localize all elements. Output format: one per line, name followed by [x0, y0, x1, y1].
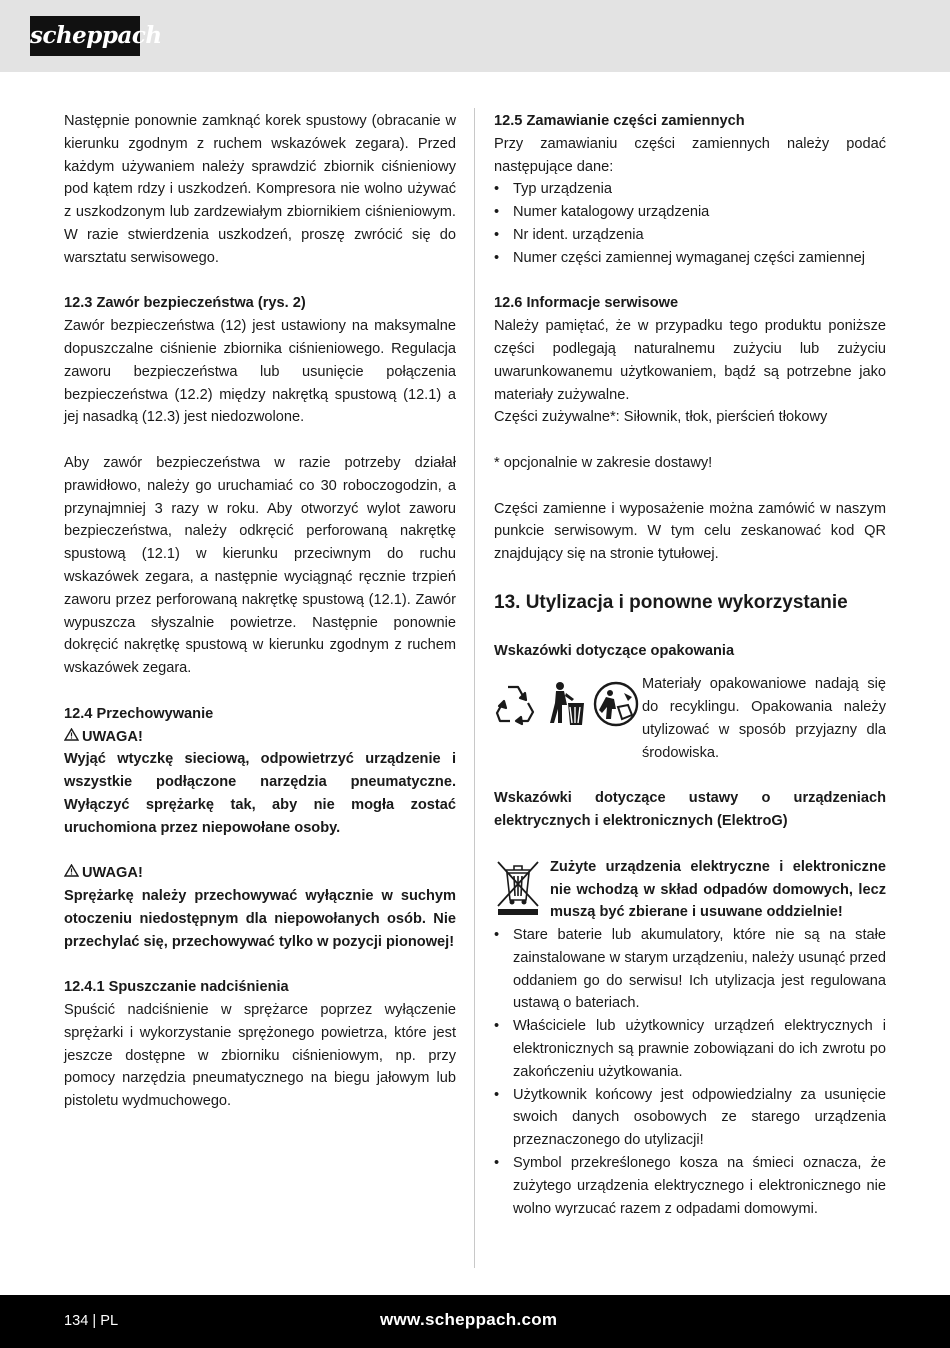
- list-item: • Symbol przekreślonego kosza na śmieci oznacza, że zużytego urządzenia elektrycznego i elektronicznego nie wolno wyrzucać razem z odpadami domowymi.: [494, 1152, 886, 1220]
- list-item: • Nr ident. urządzenia: [494, 224, 886, 247]
- warning-1-text: Wyjąć wtyczkę sieciową, odpowietrzyć urządzenie i wszystkie podłączone narzędzia pneumatyczne. Wyłączyć sprężarkę tak, aby nie mogła zostać uruchomiona przez niepowołane osoby.: [64, 751, 456, 836]
- list-item: • Typ urządzenia: [494, 178, 886, 201]
- column-divider: [474, 108, 475, 1268]
- website-link[interactable]: www.scheppach.com: [380, 1310, 558, 1329]
- section-12-6-title: 12.6 Informacje serwisowe: [494, 295, 679, 312]
- page-number: 134 | PL: [64, 1313, 119, 1329]
- section-12-4-title: 12.4 Przechowywanie: [64, 705, 214, 722]
- section-12-6-paragraph-3: Części zamienne i wyposażenie można zamówić w naszym punkcie serwisowym. W tym celu zeskanować kod QR znajdujący się na stronie tytułowej.: [494, 500, 886, 563]
- packaging-block: [494, 673, 886, 764]
- warning-triangle-icon: [64, 726, 79, 749]
- weee-block: [494, 856, 886, 924]
- list-item: • Użytkownik końcowy jest odpowiedzialny za usunięcie swoich danych osobowych ze starego urządzenia przeznaczonego do utylizacji!: [494, 1084, 886, 1152]
- list-item: • Właściciele lub użytkownicy urządzeń elektrycznych i elektronicznych są prawnie zobowiązani do ich zwrotu po zakończeniu użytkowania.: [494, 1015, 886, 1083]
- section-12-6-paragraph-1: Należy pamiętać, że w przypadku tego produktu poniższe części podlegają naturalnemu zużyciu lub zużyciu uwarunkowanemu użytkowaniem, bądź są potrzebne jako materiały zużywalne.: [494, 318, 886, 403]
- packaging-icons: [494, 673, 642, 737]
- section-12-6-note: * opcjonalnie w zakresie dostawy!: [494, 454, 713, 471]
- weee-title: Wskazówki dotyczące ustawy o urządzeniach elektrycznych i elektronicznych (ElektroG): [494, 790, 886, 830]
- crossed-bin-icon: [494, 856, 550, 924]
- section-12-4-1-title: 12.4.1 Spuszczanie nadciśnienia: [64, 979, 289, 996]
- tidy-man-icon: [550, 682, 584, 725]
- section-13-title: 13. Utylizacja i ponowne wykorzystanie: [494, 591, 848, 613]
- left-column: [64, 110, 456, 1113]
- list-item: • Stare baterie lub akumulatory, które nie są na stałe zainstalowane w starym urządzeniu, należy usunąć przed oddaniem go do serwisu! Ich utylizacja jest regulowana ustawą o bateriach.: [494, 924, 886, 1015]
- scheppach-logo: scheppach: [30, 16, 140, 56]
- section-12-3-paragraph-1: Zawór bezpieczeństwa (12) jest ustawiony na maksymalne dopuszczalne ciśnienie zbiornika ciśnieniowego. Regulacja zaworu bezpieczeństwa lub usunięcie połączenia bezpieczeństwa (12.2) między nakrętką spustową (12.1) a jej nasadką (12.3) jest niedozwolone.: [64, 318, 456, 426]
- section-12-4-1-paragraph: Spuścić nadciśnienie w sprężarce poprzez wyłączenie sprężarki i wykorzystanie sprężonego powietrza, które jest jeszcze dostępne w zbiorniku ciśnieniowym, np. przy pomocy narzędzia pneumatycznego na biegu jałowym lub pistoletu wydmuchowego.: [64, 1002, 456, 1110]
- right-column: [494, 110, 886, 1220]
- weee-warning-text: Zużyte urządzenia elektryczne i elektroniczne nie wchodzą w skład odpadów domowych, lecz muszą być zbierane i usuwane oddzielnie!: [550, 858, 886, 921]
- section-12-3-paragraph-2: Aby zawór bezpieczeństwa w razie potrzeby działał prawidłowo, należy go uruchamiać co 30 roboczogodzin, a przynajmniej 3 razy w roku. Aby otworzyć wylot zaworu bezpieczeństwa, należy odkręcić perforowaną nakrętkę spustową (12.1) w kierunku przeciwnym do ruchu wskazówek zegara, a następnie wyciągnąć ręcznie trzpień zaworu przez perforowaną nakrętkę spustową (12.1). Zawór wypuszcza słyszalnie powietrze. Następnie ponownie dokręcić nakrętkę spustową w kierunku zgodnym z ruchem wskazówek zegara.: [64, 454, 456, 677]
- packaging-title: Wskazówki dotyczące opakowania: [494, 642, 735, 659]
- header-band: [0, 0, 950, 72]
- intro-paragraph: Następnie ponownie zamknąć korek spustowy (obracanie w kierunku zgodnym z ruchem wskazówek zegara). Przed każdym używaniem należy sprawdzić zbiornik ciśnieniowy pod kątem rdzy i uszkodzeń. Kompresora nie wolno używać z uszkodzonym lub zardzewiałym zbiornikiem ciśnieniowym. W razie stwierdzenia uszkodzeń, proszę zwrócić się do warsztatu serwisowego.: [64, 113, 456, 266]
- warning-2-text: Sprężarkę należy przechowywać wyłącznie w suchym otoczeniu niedostępnym dla niepowołanych osób. Nie przechylać się, przechowywać tylko w pozycji pionowej!: [64, 888, 456, 950]
- recycling-icon: [497, 687, 533, 724]
- weee-list: [494, 924, 886, 1220]
- warning-2-label: UWAGA!: [82, 865, 143, 882]
- section-12-6-paragraph-2: Części zużywalne*: Siłownik, tłok, pierścień tłokowy: [494, 409, 828, 426]
- list-item: • Numer katalogowy urządzenia: [494, 201, 886, 224]
- recycle-circle-icon: [595, 683, 637, 725]
- section-12-3-title: 12.3 Zawór bezpieczeństwa (rys. 2): [64, 295, 306, 312]
- spare-parts-data-list: [494, 178, 886, 269]
- warning-1-label: UWAGA!: [82, 728, 143, 745]
- list-item: • Numer części zamiennej wymaganej części zamiennej: [494, 247, 886, 270]
- footer-band: [0, 1295, 950, 1348]
- packaging-text: Materiały opakowaniowe nadają się do recyklingu. Opakowania należy utylizować w sposób przyjazny dla środowiska.: [642, 676, 886, 761]
- section-12-5-paragraph: Przy zamawianiu części zamiennych należy podać następujące dane:: [494, 135, 886, 175]
- warning-2-heading: [64, 862, 456, 885]
- section-12-5-title: 12.5 Zamawianie części zamiennych: [494, 113, 745, 129]
- warning-1-heading: [64, 726, 456, 749]
- warning-triangle-icon: [64, 862, 79, 885]
